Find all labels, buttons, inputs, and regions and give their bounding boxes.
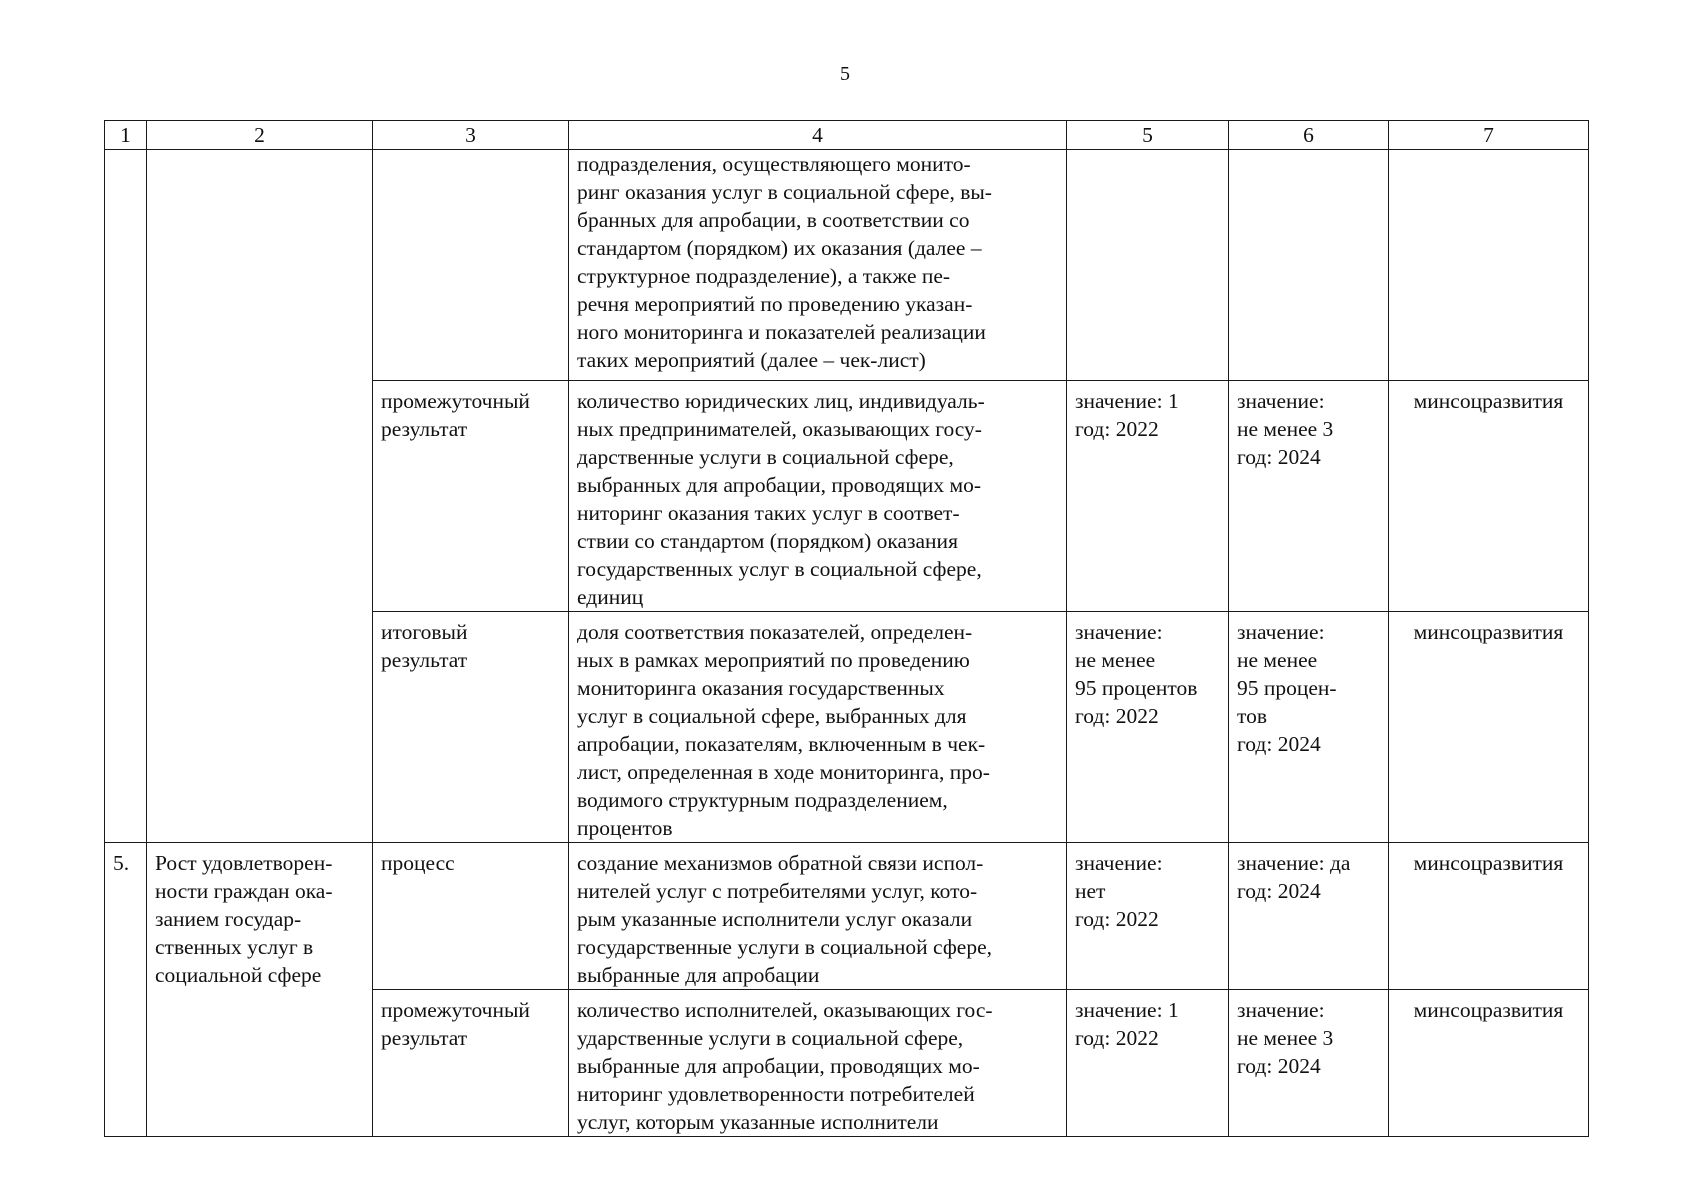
- indicator-description-cell: создание механизмов обратной связи испол- нителей услуг с потребителями услуг, кото- рым указанные исполнители услуг оказали государственные услуги в социальной сфере, выбранные для апробации: [569, 843, 1067, 990]
- base-value-cell: значение: нет год: 2022: [1067, 843, 1229, 990]
- indicator-type-cell: промежуточный результат: [373, 990, 569, 1137]
- base-value-cell: значение: 1 год: 2022: [1067, 381, 1229, 612]
- indicator-type-cell: [373, 150, 569, 381]
- responsible-cell: минсоцразвития: [1389, 843, 1589, 990]
- base-value-cell: значение: 1 год: 2022: [1067, 990, 1229, 1137]
- target-value-cell: значение: не менее 3 год: 2024: [1229, 381, 1389, 612]
- indicator-description-cell: количество исполнителей, оказывающих гос- ударственные услуги в социальной сфере, выбранные для апробации, проводящих мо- ниторинг удовлетворенности потребителей услуг, которым указанные исполнители: [569, 990, 1067, 1137]
- indicator-description-cell: подразделения, осуществляющего монито- ринг оказания услуг в социальной сфере, вы- бранных для апробации, в соответствии со стандартом (порядком) их оказания (далее – структурное подразделение), а также пе- речня мероприятий по проведению указан- ного мониторинга и показателей реализации таких мероприятий (далее – чек-лист): [569, 150, 1067, 381]
- indicator-type-cell: итоговый результат: [373, 612, 569, 843]
- indicators-table: [104, 120, 1589, 1137]
- row-number-cell: [105, 150, 147, 843]
- target-value-cell: значение: не менее 3 год: 2024: [1229, 990, 1389, 1137]
- target-value-cell: значение: не менее 95 процен- тов год: 2024: [1229, 612, 1389, 843]
- responsible-cell: минсоцразвития: [1389, 990, 1589, 1137]
- table-header-row: [105, 121, 1589, 150]
- page-number: 5: [840, 63, 850, 85]
- table-row: [105, 150, 1589, 381]
- base-value-cell: значение: не менее 95 процентов год: 2022: [1067, 612, 1229, 843]
- responsible-cell: [1389, 150, 1589, 381]
- goal-name-cell: Рост удовлетворен- ности граждан ока- занием государ- ственных услуг в социальной сфере: [147, 843, 373, 1137]
- column-header-4: 4: [569, 121, 1067, 150]
- responsible-cell: минсоцразвития: [1389, 612, 1589, 843]
- column-header-5: 5: [1067, 121, 1229, 150]
- table-row: [105, 843, 1589, 990]
- indicator-type-cell: промежуточный результат: [373, 381, 569, 612]
- column-header-2: 2: [147, 121, 373, 150]
- column-header-7: 7: [1389, 121, 1589, 150]
- indicator-description-cell: количество юридических лиц, индивидуаль- ных предпринимателей, оказывающих госу- дарственные услуги в социальной сфере, выбранных для апробации, проводящих мо- ниторинг оказания таких услуг в соответ- ствии со стандартом (порядком) оказания государственных услуг в социальной сфере, единиц: [569, 381, 1067, 612]
- indicator-type-cell: процесс: [373, 843, 569, 990]
- base-value-cell: [1067, 150, 1229, 381]
- goal-name-cell: [147, 150, 373, 843]
- target-value-cell: [1229, 150, 1389, 381]
- indicator-description-cell: доля соответствия показателей, определен- ных в рамках мероприятий по проведению мониторинга оказания государственных услуг в социальной сфере, выбранных для апробации, показателям, включенным в чек- лист, определенная в ходе мониторинга, про- водимого структурным подразделением, процентов: [569, 612, 1067, 843]
- column-header-3: 3: [373, 121, 569, 150]
- target-value-cell: значение: да год: 2024: [1229, 843, 1389, 990]
- responsible-cell: минсоцразвития: [1389, 381, 1589, 612]
- column-header-1: 1: [105, 121, 147, 150]
- row-number-cell: 5.: [105, 843, 147, 1137]
- column-header-6: 6: [1229, 121, 1389, 150]
